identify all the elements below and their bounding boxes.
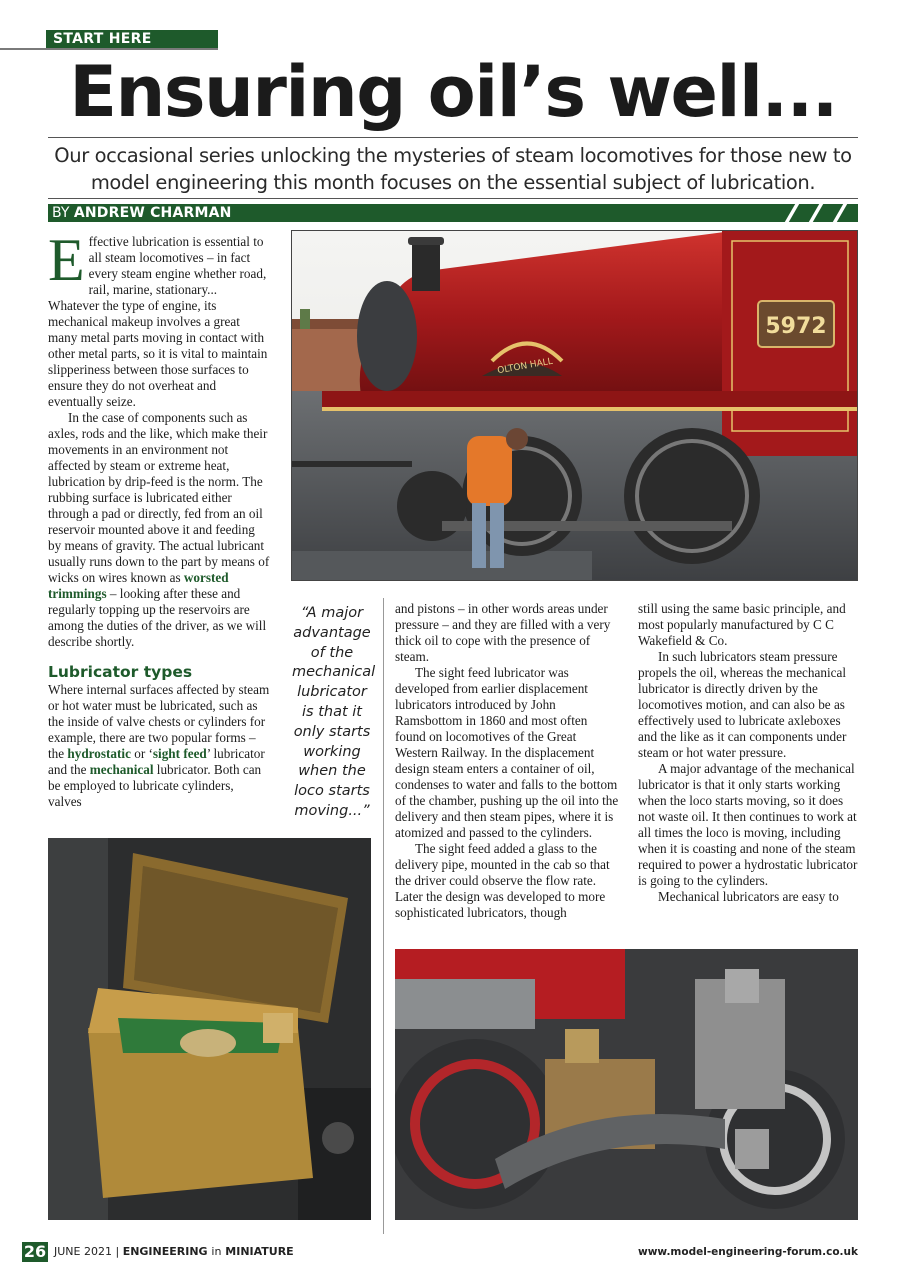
byline-prefix: BY	[52, 205, 70, 221]
standfirst: Our occasional series unlocking the mysteries of steam locomotives for those new to model engineering this month focuses on the essential subject of lubrication.	[54, 144, 852, 194]
footer-issue	[54, 1245, 294, 1259]
magazine-name-part: in	[211, 1245, 222, 1258]
pull-quote: “A major advantage of the mechanical lubricator is that it only starts working when the loco starts moving...”	[292, 605, 376, 819]
paragraph: The sight feed lubricator was developed from earlier displacement lubricators introduced by John Ramsbottom in 1860 and most often found on locomotives of the Great Western Railway. In the displacement design steam enters a container of oil, condenses to water and falls to the bottom of the chamber, pushing up the oil into the delivery and then steam pipes, where it is atomized and passed to the cylinders.	[395, 665, 619, 840]
highlight-term: mechanical	[89, 762, 154, 777]
locomotive-illustration	[292, 231, 857, 580]
mechanical-lubricator-photo	[395, 949, 858, 1220]
byline-slash	[833, 204, 847, 222]
highlight-term: worsted trimmings	[48, 570, 229, 601]
paragraph-text: – looking after these and regularly topping up the reservoirs are among the duties of the driver, as we will describe shortly.	[48, 586, 267, 649]
paragraph	[48, 682, 270, 810]
issue-date: JUNE 2021	[54, 1245, 112, 1258]
box-lubricator-illustration	[48, 838, 371, 1220]
highlight-term: sight feed	[152, 746, 207, 761]
paragraph	[48, 410, 270, 650]
subheading: Lubricator types	[48, 663, 193, 681]
paragraph: still using the same basic principle, and most popularly manufactured by C C Wakefield & Co.	[638, 601, 846, 648]
paragraph-text: ’ lubricator and the	[48, 746, 265, 777]
paragraph: A major advantage of the mechanical lubricator is that it only starts working when the loco starts moving, so it does not waste oil. It then continues to work at all times the loco is moving, including when it is coasting and none of the steam required to power a hydrostatic lubricator is going to the cylinders.	[638, 761, 858, 888]
headline-rule	[48, 137, 858, 138]
paragraph	[48, 227, 270, 410]
mechanical-lubricator-illustration	[395, 949, 858, 1220]
column-3	[395, 601, 619, 921]
byline-author: ANDREW CHARMAN	[73, 205, 232, 221]
paragraph-text: ffective lubrication is essential to all steam locomotives – in fact every steam engine whether road, rail, marine, stationary... Whatever the type of engine, its mechanical makeup involves a great many metal parts moving in contact with other metal parts, so it is vital to maintain slipperiness between those surfaces to ensure they do not overheat and eventually seize.	[48, 234, 268, 409]
byline-slash	[785, 204, 799, 222]
section-tag: START HERE	[46, 30, 218, 48]
page-number: 26	[23, 1242, 47, 1261]
paragraph: In such lubricators steam pressure propels the oil, whereas the mechanical lubricator is directly driven by the locomotives motion, and can also be as effectively used to lubricate axleboxes and the like as it can components under steam or hot water pressure.	[638, 649, 847, 760]
paragraph-text: or ‘	[134, 746, 153, 761]
section-rule	[0, 48, 218, 50]
name-plate: OLTON HALL	[496, 356, 554, 377]
page-title: Ensuring oil’s well...	[69, 51, 837, 133]
column-1	[48, 227, 270, 810]
drop-cap: E	[48, 227, 85, 293]
box-lubricator-photo	[48, 838, 371, 1220]
paragraph: and pistons – in other words areas under pressure – and they are filled with a very thick oil to cope with the presence of steam.	[395, 601, 611, 664]
magazine-name-part: ENGINEERING	[122, 1245, 208, 1258]
paragraph-text: In the case of components such as axles, rods and the like, which make their movements in an environment not affected by steam or extreme heat, lubrication by drip-feed is the norm. The rubbing surface is lubricated either through a pad or directly, fed from an oil reservoir mounted above it and feeding by means of gravity. The actual lubricant usually runs down to the part by means of wicks on wires known as	[48, 410, 270, 585]
footer-url[interactable]: www.model-engineering-forum.co.uk	[638, 1246, 858, 1258]
paragraph: Mechanical lubricators are easy to	[658, 889, 839, 904]
locomotive-photo	[291, 230, 858, 581]
paragraph-text: lubricator. Both can be employed to lubricate cylinders, valves	[48, 762, 262, 809]
number-plate: 5972	[765, 314, 827, 339]
byline-slash	[809, 204, 823, 222]
magazine-name	[123, 1245, 294, 1258]
column-rule	[383, 598, 384, 1234]
paragraph-text: Where internal surfaces affected by steam or hot water must be lubricated, such as the inside of valve chests or cylinders for example, there are two popular forms – the	[48, 682, 270, 761]
highlight-term: hydrostatic	[67, 746, 131, 761]
byline-bar	[48, 204, 858, 222]
magazine-name-part: MINIATURE	[225, 1245, 294, 1258]
paragraph: The sight feed added a glass to the delivery pipe, mounted in the cab so that the driver could observe the flow rate. Later the design was developed to more sophisticated lubricators, though	[395, 841, 610, 920]
footer-separator: |	[115, 1245, 120, 1258]
column-4	[638, 601, 860, 905]
standfirst-rule	[48, 198, 858, 199]
